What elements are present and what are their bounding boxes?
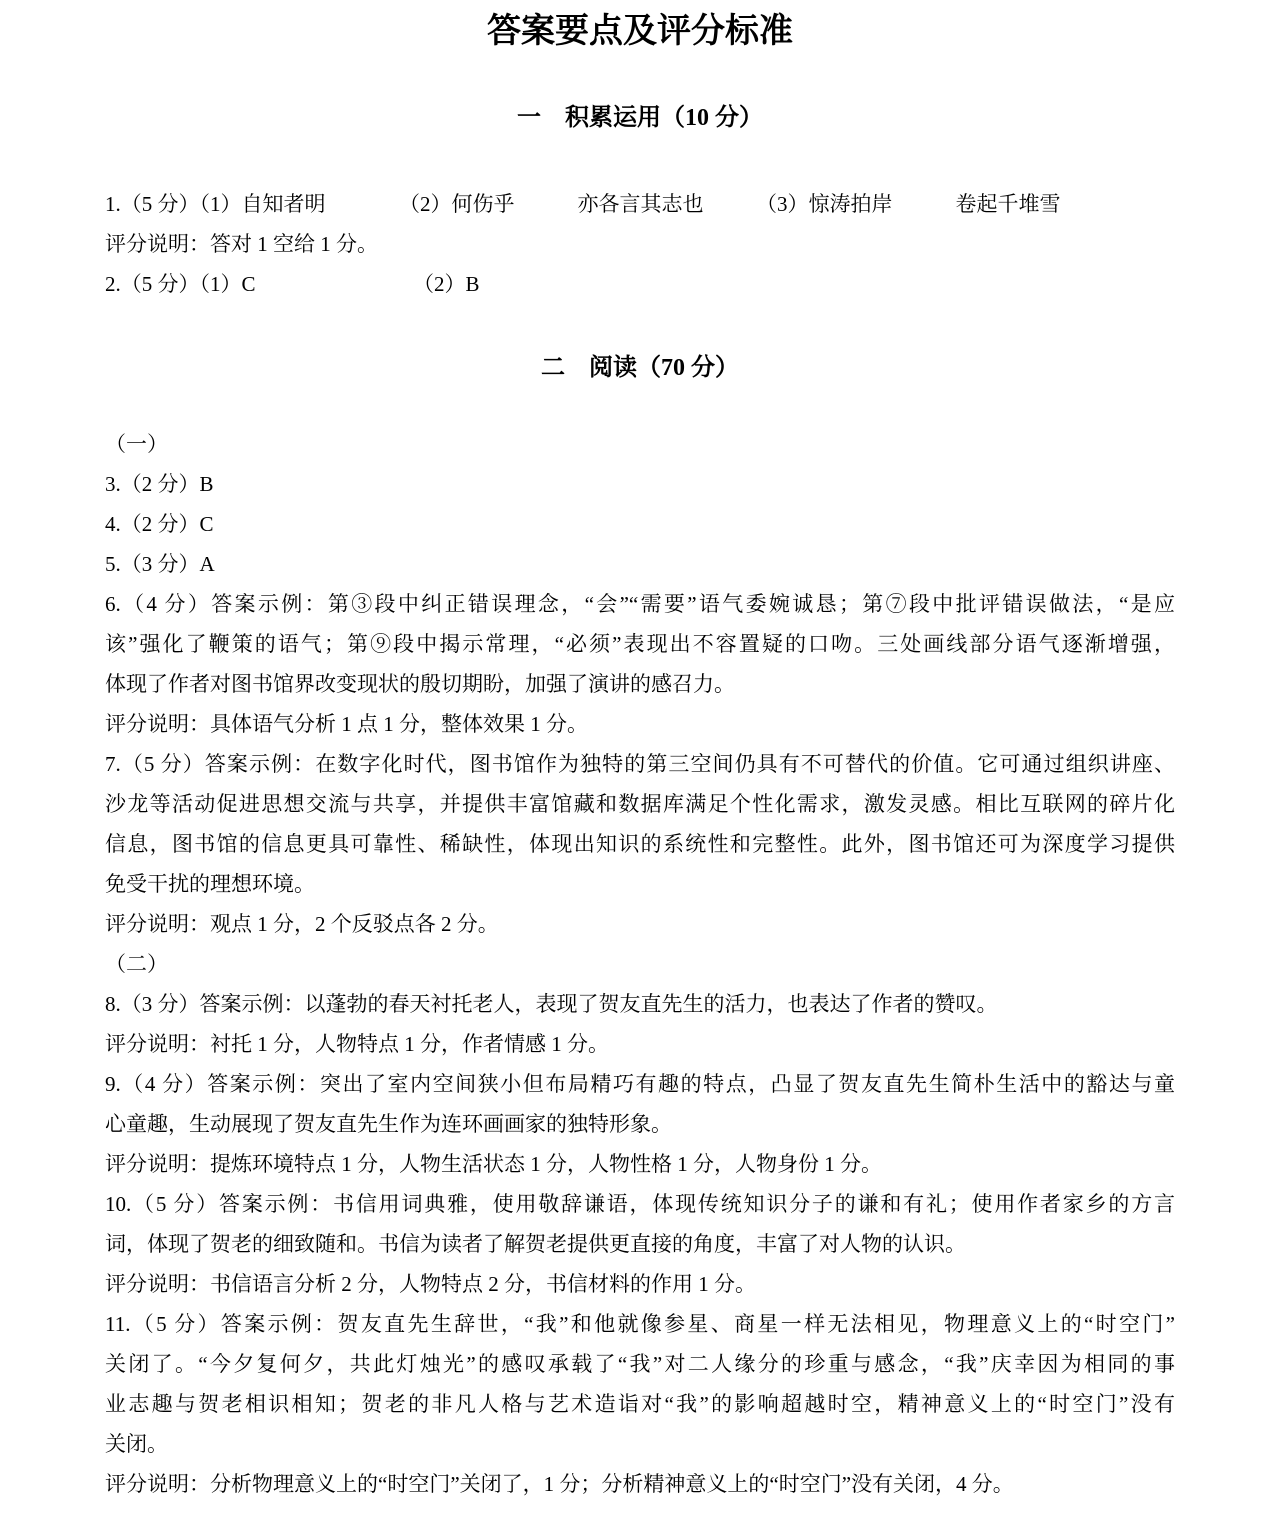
text-line: 体现了作者对图书馆界改变现状的殷切期盼，加强了演讲的感召力。	[105, 672, 735, 696]
text-line: 心童趣，生动展现了贺友直先生作为连环画画家的独特形象。	[105, 1112, 672, 1136]
text-line: 6.（4 分）答案示例：第③段中纠正错误理念，“会”“需要”语气委婉诚恳；第⑦段中批评错误做法，“是应	[105, 592, 1175, 616]
text-line: 评分说明：书信语言分析 2 分，人物特点 2 分，书信材料的作用 1 分。	[105, 1272, 756, 1296]
text-line: 1.（5 分）（1）自知者明 （2）何伤乎 亦各言其志也 （3）惊涛拍岸 卷起千堆雪	[105, 192, 1061, 216]
text-line: 7.（5 分）答案示例：在数字化时代，图书馆作为独特的第三空间仍具有不可替代的价值。它可通过组织讲座、	[105, 752, 1175, 776]
page-title: 答案要点及评分标准	[487, 13, 793, 50]
answer-key-document	[0, 10, 1280, 1504]
text-line: 关闭了。“今夕复何夕，共此灯烛光”的感叹承载了“我”对二人缘分的珍重与感念，“我”庆幸因为相同的事	[105, 1352, 1175, 1376]
text-line: 免受干扰的理想环境。	[105, 872, 315, 896]
text-line: 11.（5 分）答案示例：贺友直先生辞世，“我”和他就像参星、商星一样无法相见，物理意义上的“时空门”	[105, 1312, 1175, 1336]
text-line: 10.（5 分）答案示例：书信用词典雅，使用敬辞谦语，体现传统知识分子的谦和有礼；使用作者家乡的方言	[105, 1192, 1175, 1216]
text-line: （一）	[105, 432, 168, 456]
text-line: 评分说明：分析物理意义上的“时空门”关闭了，1 分；分析精神意义上的“时空门”没有关闭，4 分。	[105, 1472, 1014, 1496]
text-line: 8.（3 分）答案示例：以蓬勃的春天衬托老人，表现了贺友直先生的活力，也表达了作者的赞叹。	[105, 992, 998, 1016]
section-reading-lines	[105, 424, 1175, 1504]
text-line: 评分说明：观点 1 分，2 个反驳点各 2 分。	[105, 912, 499, 936]
text-line: 4.（2 分）C	[105, 512, 214, 536]
text-line: 信息，图书馆的信息更具可靠性、稀缺性，体现出知识的系统性和完整性。此外，图书馆还可为深度学习提供	[105, 832, 1175, 856]
text-line: 评分说明：具体语气分析 1 点 1 分，整体效果 1 分。	[105, 712, 588, 736]
section-heading-reading: 二 阅读（70 分）	[541, 355, 739, 381]
text-line: 9.（4 分）答案示例：突出了室内空间狭小但布局精巧有趣的特点，凸显了贺友直先生简朴生活中的豁达与童	[105, 1072, 1175, 1096]
text-line: （二）	[105, 952, 168, 976]
text-line: 评分说明：衬托 1 分，人物特点 1 分，作者情感 1 分。	[105, 1032, 609, 1056]
section-accumulation-lines	[105, 184, 1175, 304]
text-line: 沙龙等活动促进思想交流与共享，并提供丰富馆藏和数据库满足个性化需求，激发灵感。相比互联网的碎片化	[105, 792, 1175, 816]
section-accumulation	[105, 98, 1175, 304]
text-line: 该”强化了鞭策的语气；第⑨段中揭示常理，“必须”表现出不容置疑的口吻。三处画线部分语气逐渐增强，	[105, 632, 1175, 656]
text-line: 词，体现了贺老的细致随和。书信为读者了解贺老提供更直接的角度，丰富了对人物的认识。	[105, 1232, 966, 1256]
section-heading-accumulation: 一 积累运用（10 分）	[517, 105, 763, 131]
text-line: 2.（5 分）（1）C （2）B	[105, 272, 480, 296]
section-reading	[105, 348, 1175, 1504]
text-line: 评分说明：提炼环境特点 1 分，人物生活状态 1 分，人物性格 1 分，人物身份 1 分。	[105, 1152, 882, 1176]
text-line: 业志趣与贺老相识相知；贺老的非凡人格与艺术造诣对“我”的影响超越时空，精神意义上的“时空门”没有	[105, 1392, 1175, 1416]
text-line: 5.（3 分）A	[105, 552, 215, 576]
text-line: 评分说明：答对 1 空给 1 分。	[105, 232, 378, 256]
text-line: 关闭。	[105, 1432, 168, 1456]
text-line: 3.（2 分）B	[105, 472, 214, 496]
